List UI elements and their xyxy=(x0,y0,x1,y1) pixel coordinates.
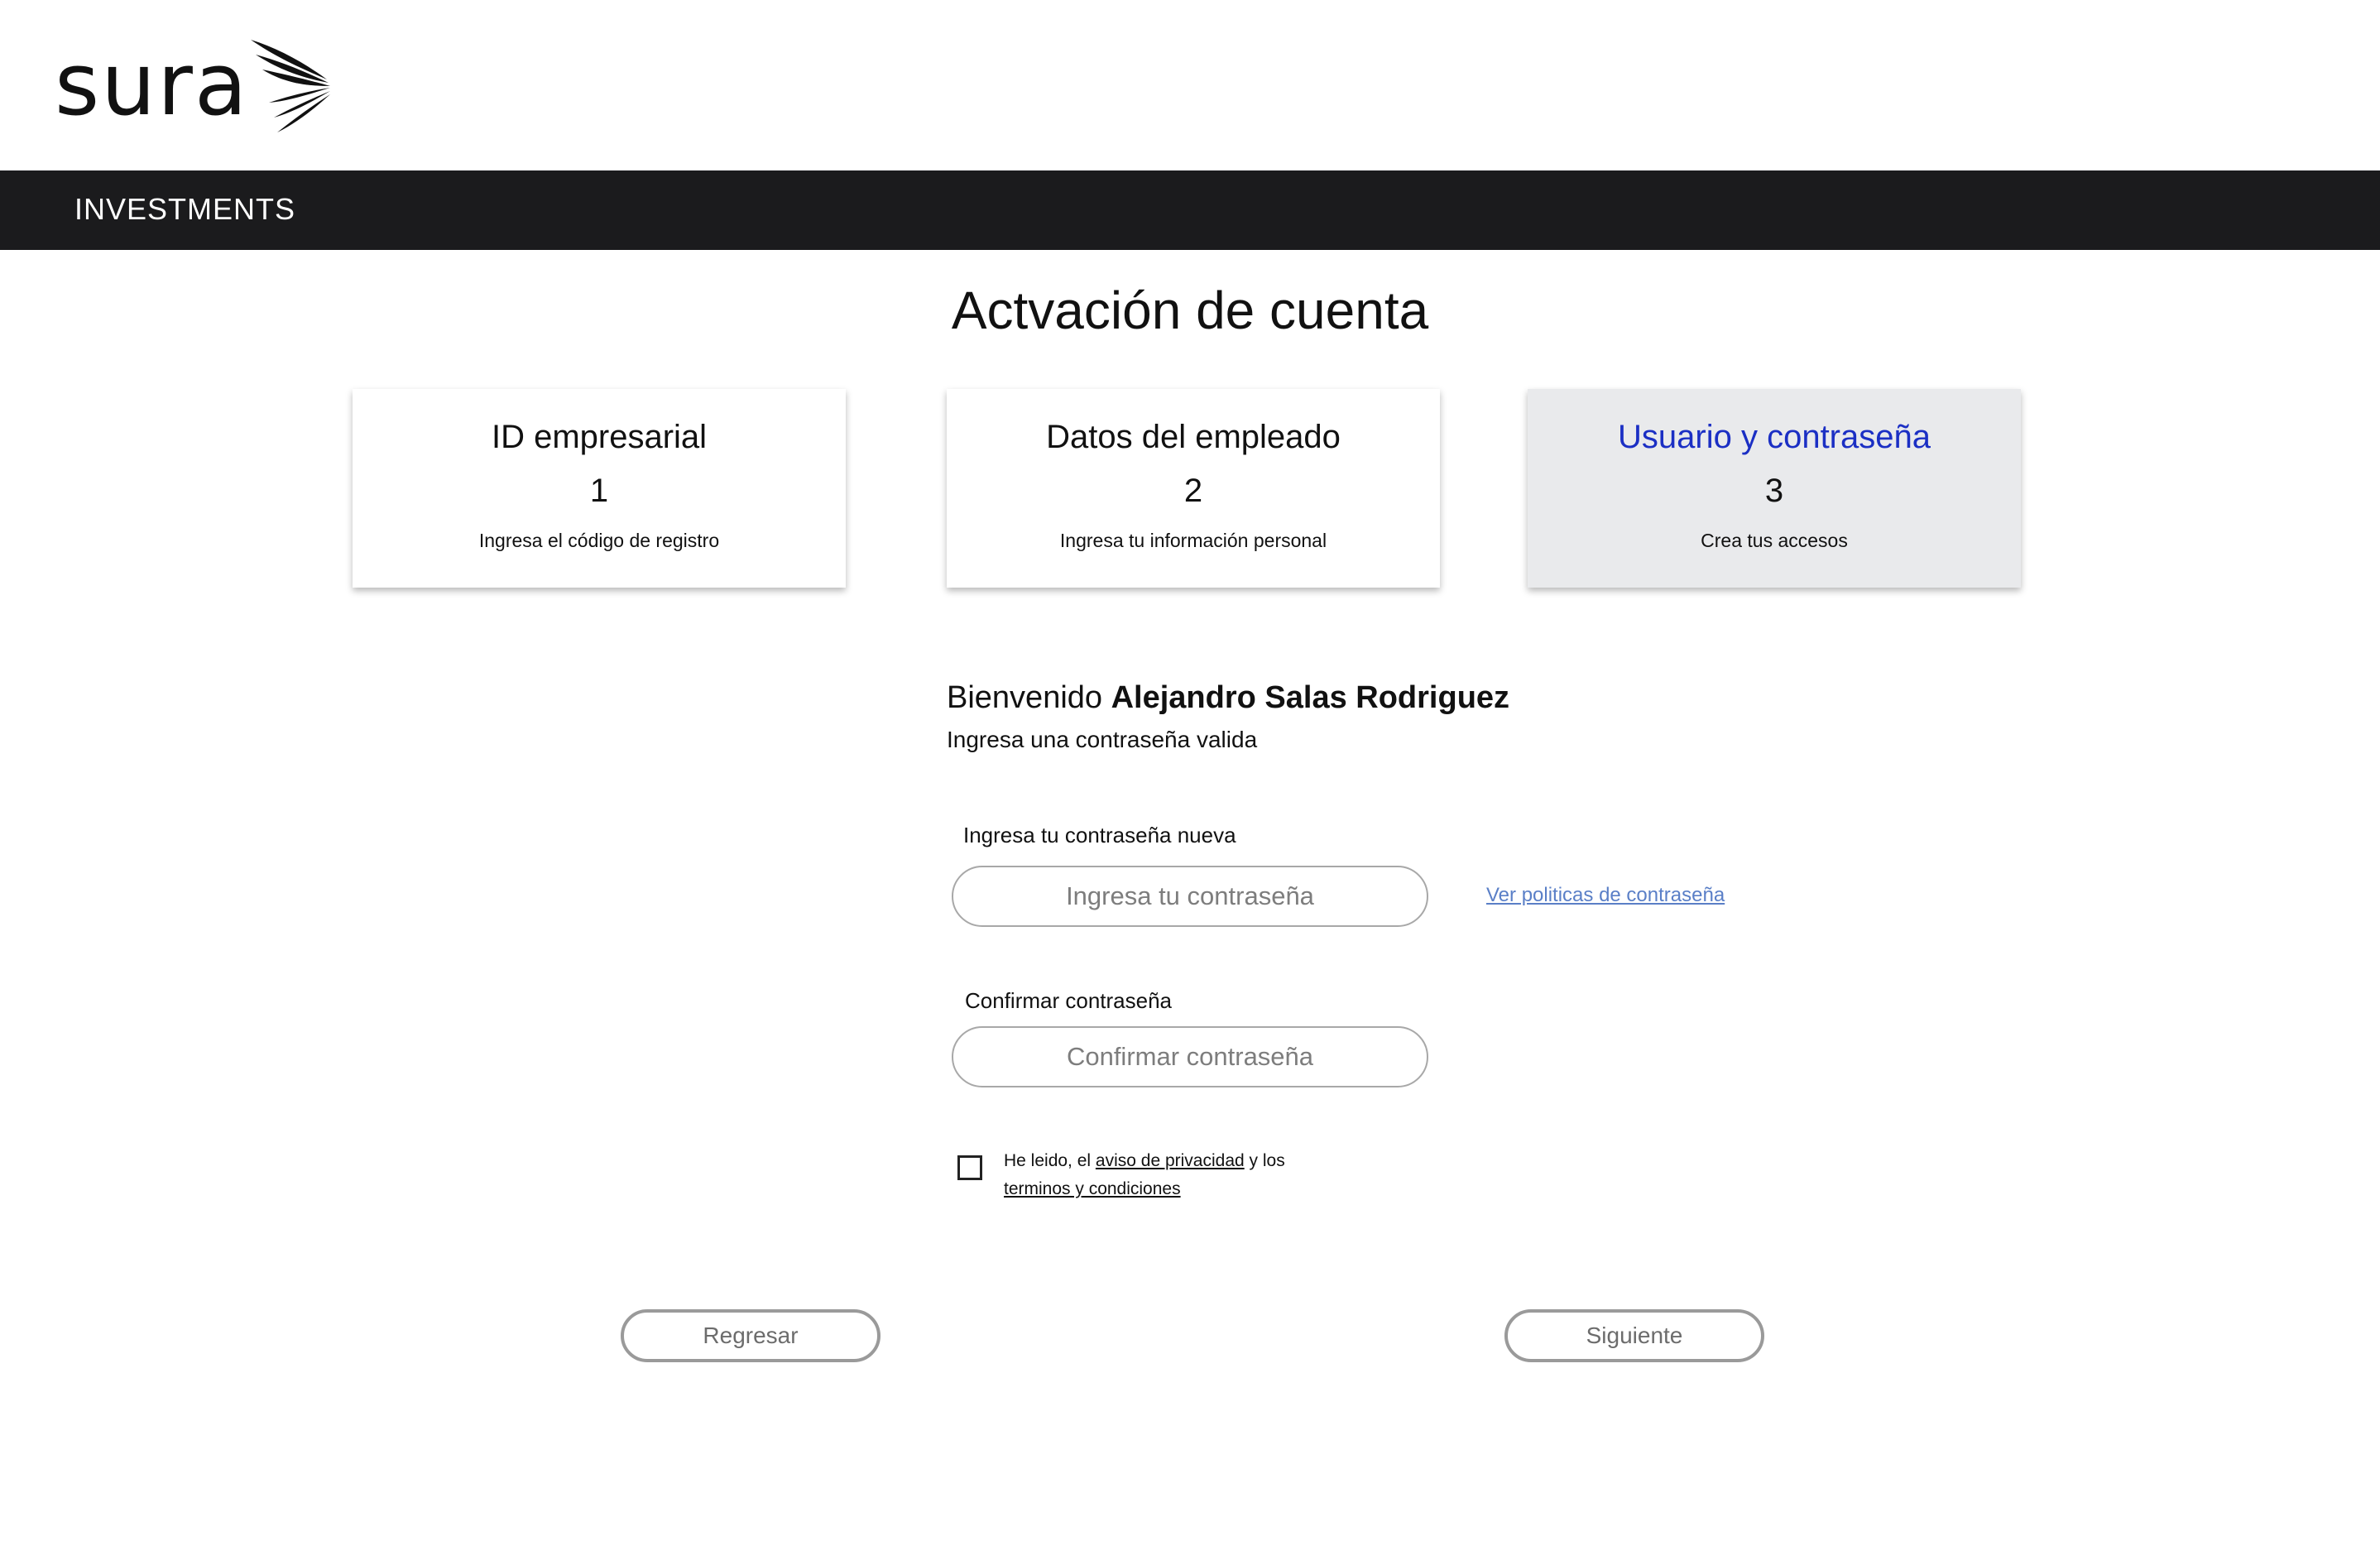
sura-logo xyxy=(55,33,335,136)
step-title: Usuario y contraseña xyxy=(1618,419,1931,455)
wing-icon xyxy=(244,36,335,136)
page-title: Actvación de cuenta xyxy=(951,281,1429,340)
step-description: Ingresa tu información personal xyxy=(1059,530,1327,551)
step-title: ID empresarial xyxy=(491,419,708,455)
step-description: Crea tus accesos xyxy=(1701,530,1848,551)
password-label: Ingresa tu contraseña nueva xyxy=(963,823,1236,847)
password-policy-link[interactable]: Ver politicas de contraseña xyxy=(1486,884,1725,906)
privacy-notice-link[interactable]: aviso de privacidad xyxy=(1095,1151,1245,1170)
terms-prefix: He leido, el xyxy=(1004,1151,1092,1170)
step-card-2 xyxy=(947,389,1440,588)
welcome-greeting: Bienvenido xyxy=(947,680,1103,715)
user-name: Alejandro Salas Rodriguez xyxy=(1111,680,1510,715)
top-navigation-bar xyxy=(0,170,2380,250)
step-card-1 xyxy=(353,389,846,588)
logo-wordmark: sura xyxy=(55,34,249,135)
step-card-3-active xyxy=(1528,389,2021,588)
step-title: Datos del empleado xyxy=(1046,419,1341,455)
terms-conditions-link[interactable]: terminos y condiciones xyxy=(1004,1179,1181,1198)
confirm-password-input[interactable] xyxy=(952,1026,1428,1087)
step-number: 1 xyxy=(589,473,609,509)
step-number: 2 xyxy=(1183,473,1203,509)
instruction-text: Ingresa una contraseña valida xyxy=(947,727,1258,752)
terms-text xyxy=(1004,1147,1285,1203)
terms-middle: y los xyxy=(1249,1151,1285,1170)
password-input[interactable] xyxy=(952,866,1428,927)
step-number: 3 xyxy=(1764,473,1784,509)
next-button[interactable]: Siguiente xyxy=(1504,1309,1764,1362)
terms-checkbox[interactable] xyxy=(957,1155,982,1180)
confirm-password-label: Confirmar contraseña xyxy=(965,988,1172,1013)
section-title: INVESTMENTS xyxy=(74,192,296,226)
back-button[interactable]: Regresar xyxy=(621,1309,881,1362)
step-description: Ingresa el código de registro xyxy=(478,530,720,551)
welcome-message xyxy=(947,680,1509,716)
